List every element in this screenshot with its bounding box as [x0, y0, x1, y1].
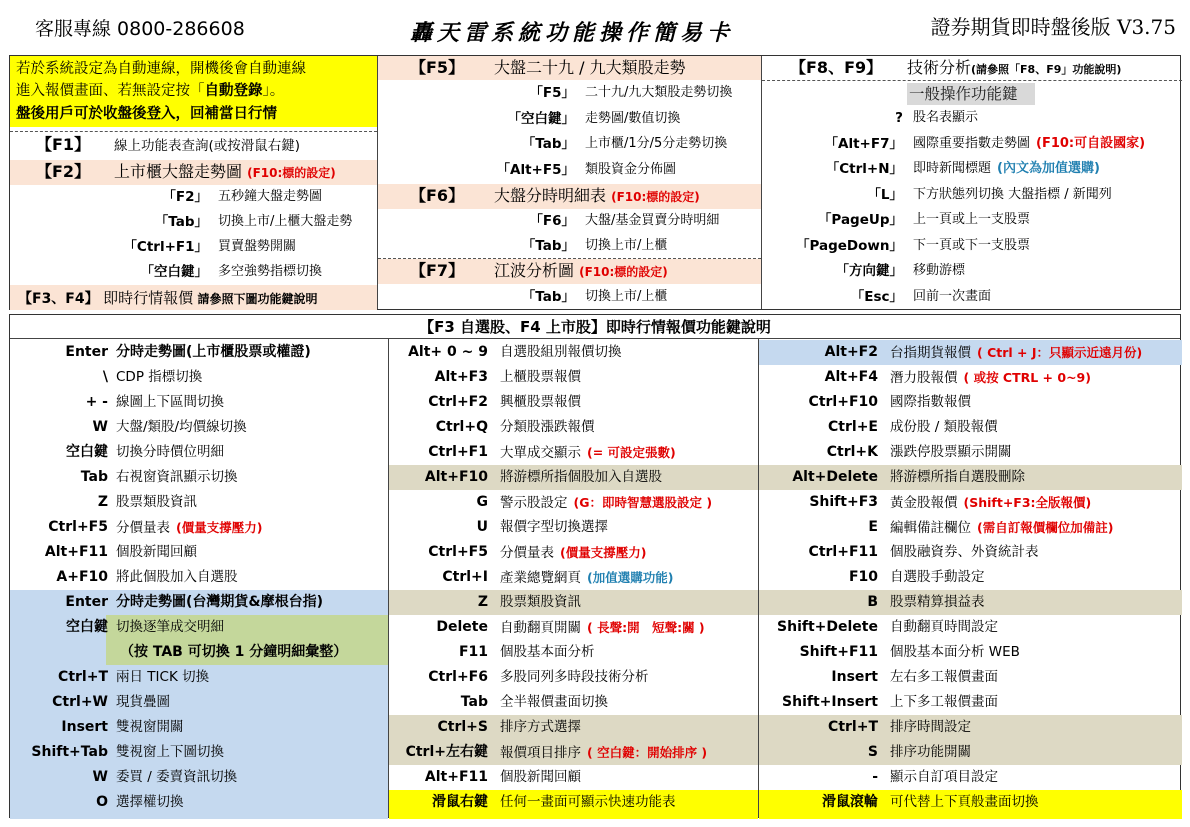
f2-key: 【F2】: [36, 162, 91, 181]
shortcut-description: [890, 715, 971, 740]
shortcut-key: Shift+Delete: [777, 619, 878, 635]
shortcut-description: [218, 235, 296, 259]
shortcut-key: 「方向鍵」: [835, 263, 903, 279]
shortcut-key: 「Esc」: [850, 288, 903, 305]
shortcut-description-text: 上下多工報價畫面: [890, 694, 998, 710]
f6-title: 大盤分時明細表 (F10:標的設定): [494, 186, 700, 205]
shortcut-description: [890, 515, 1113, 540]
page-title: 轟天雷系統功能操作簡易卡: [410, 20, 735, 46]
general-keys-heading: 一般操作功能鍵: [909, 85, 1018, 103]
f7-key: 【F7】: [410, 261, 465, 280]
shortcut-description: [500, 540, 646, 565]
shortcut-description-text: 自選股手動設定: [890, 569, 985, 585]
shortcut-description: [890, 640, 1020, 665]
shortcut-note: (需自訂報價欄位加備註): [977, 520, 1114, 535]
shortcut-description-text: 切換上市/上櫃大盤走勢: [218, 214, 353, 229]
shortcut-description: [116, 465, 238, 490]
shortcut-key: Tab: [80, 469, 108, 485]
shortcut-key: Alt+F10: [424, 469, 488, 485]
shortcut-description: [500, 590, 581, 615]
shortcut-description-text: 個股新聞回顧: [116, 544, 197, 560]
shortcut-key: E: [868, 519, 878, 535]
f6-key: 【F6】: [410, 186, 465, 205]
shortcut-key: Tab: [460, 694, 488, 710]
shortcut-key: 「Alt+F7」: [824, 135, 903, 152]
shortcut-description: [116, 590, 323, 615]
shortcut-description: [116, 490, 197, 515]
shortcut-key: Insert: [61, 719, 108, 735]
shortcut-description-text: 即時新聞標題: [913, 161, 992, 176]
separator: [762, 80, 1182, 81]
shortcut-description-text: 多股同列多時段技術分析: [500, 669, 649, 685]
shortcut-description-text: 將游標所指個股加入自選股: [500, 469, 662, 485]
shortcut-description: [913, 183, 1112, 207]
shortcut-description: [890, 465, 1025, 490]
shortcut-key: 「F2」: [162, 189, 208, 205]
shortcut-description-text: 下一頁或下一支股票: [913, 237, 1031, 253]
shortcut-key: Ctrl+F10: [808, 394, 878, 410]
shortcut-key: 「F6」: [529, 213, 575, 229]
shortcut-key: Ctrl+W: [52, 694, 108, 710]
shortcut-description: [116, 365, 202, 390]
shortcut-key: Ctrl+左右鍵: [405, 744, 488, 760]
shortcut-description-text: 台指期貨報價: [890, 345, 971, 361]
shortcut-key: 「Tab」: [521, 238, 575, 254]
shortcut-description-text: 自動翻頁開關: [500, 620, 581, 636]
shortcut-description: [585, 132, 727, 156]
shortcut-description: [890, 565, 985, 590]
shortcut-description-text: 切換上市/上櫃: [585, 289, 668, 304]
shortcut-key: Ctrl+E: [828, 419, 878, 435]
shortcut-key: Z: [477, 594, 488, 610]
shortcut-description-text: 將游標所指自選股刪除: [890, 469, 1025, 485]
shortcut-description: [500, 665, 649, 690]
shortcut-key: 「Ctrl+N」: [825, 161, 903, 177]
shortcut-description-text: 股票精算損益表: [890, 594, 985, 610]
shortcut-description-text: 自選股組別報價切換: [500, 344, 622, 360]
shortcut-key: Alt+F11: [424, 769, 488, 785]
tick-summary-note: （按 TAB 可切換 1 分鐘明細彙整）: [120, 644, 348, 660]
shortcut-note: (內文為加值選購): [997, 161, 1100, 176]
shortcut-key: 空白鍵: [66, 619, 108, 635]
shortcut-key: Ctrl+F5: [428, 544, 488, 560]
shortcut-description-text: 買賣盤勢開關: [218, 239, 297, 254]
separator: [10, 131, 377, 132]
shortcut-description: [218, 210, 352, 234]
shortcut-description: [890, 415, 998, 440]
shortcut-note: (加值選購功能): [587, 570, 674, 585]
shortcut-key: 滑鼠滾輪: [822, 794, 878, 810]
shortcut-key: 滑鼠右鍵: [432, 794, 488, 810]
shortcut-description: [500, 790, 676, 815]
f5-key: 【F5】: [410, 58, 465, 77]
shortcut-key: Alt+Delete: [792, 469, 878, 485]
shortcut-description-text: 切換逐筆成交明細: [116, 619, 224, 635]
shortcut-key: F11: [458, 644, 488, 660]
f1-section: 【F1】: [36, 135, 91, 154]
shortcut-key: 「Tab」: [154, 214, 208, 230]
shortcut-key: Ctrl+T: [58, 669, 108, 685]
shortcut-description-text: 走勢圖/數值切換: [585, 110, 681, 126]
intro-line1: 若於系統設定為自動連線，開機後會自動連線: [16, 61, 306, 77]
shortcut-description: [500, 565, 673, 590]
shortcut-description-text: 類股資金分佈圖: [585, 161, 677, 177]
shortcut-key: Ctrl+T: [828, 719, 878, 735]
shortcut-description-text: 切換分時價位明細: [116, 444, 224, 460]
shortcut-description-text: 股票類股資訊: [500, 594, 581, 610]
shortcut-key: Shift+F11: [799, 644, 878, 660]
shortcut-description-text: 大盤/類股/均價線切換: [116, 419, 247, 435]
shortcut-description-text: 個股基本面分析: [500, 644, 595, 660]
shortcut-description: [585, 234, 667, 258]
shortcut-key: 「L」: [867, 186, 903, 203]
shortcut-key: 「空白鍵」: [507, 110, 575, 127]
shortcut-description: [500, 490, 712, 515]
shortcut-description: [500, 440, 676, 465]
shortcut-key: S: [867, 744, 878, 760]
shortcut-description: [500, 715, 581, 740]
shortcut-description: [116, 415, 247, 440]
shortcut-description: [500, 615, 705, 640]
shortcut-key: Enter: [65, 594, 108, 610]
shortcut-description-text: 切換上市/上櫃: [585, 238, 668, 253]
shortcut-description: [116, 715, 184, 740]
shortcut-key: Alt+ 0 ~ 9: [408, 344, 488, 360]
shortcut-description: [500, 740, 707, 765]
shortcut-description-text: 個股新聞回顧: [500, 769, 581, 785]
shortcut-note: (價量支撐壓力): [176, 520, 263, 535]
shortcut-description-text: 編輯備註欄位: [890, 520, 971, 536]
shortcut-key: Shift+Insert: [782, 694, 878, 710]
shortcut-key: W: [92, 769, 108, 785]
shortcut-key: Ctrl+F1: [428, 444, 488, 460]
shortcut-note: ( 空白鍵：開始排序 ): [587, 745, 708, 760]
shortcut-note: ( 或按 CTRL + 0~9): [963, 370, 1091, 385]
shortcut-description: [913, 208, 1030, 232]
column-divider: [761, 56, 762, 309]
shortcut-description-text: 現貨疊圖: [116, 694, 170, 710]
shortcut-description: [116, 565, 238, 590]
shortcut-description-text: 報價字型切換選擇: [500, 519, 608, 535]
bottom-title: 【F3 自選股、F4 上市股】即時行情報價功能鍵說明: [10, 315, 1180, 339]
shortcut-key: Alt+F3: [434, 369, 488, 385]
shortcut-key: \: [102, 369, 108, 385]
shortcut-key: G: [476, 494, 488, 510]
intro-line3: 盤後用戶可於收盤後登入，回補當日行情: [16, 106, 277, 122]
f2-title: 上市櫃大盤走勢圖 (F10:標的設定): [114, 162, 336, 181]
shortcut-key: Ctrl+F2: [428, 394, 488, 410]
shortcut-description-text: 警示股設定: [500, 495, 568, 511]
shortcut-description-text: 排序功能開關: [890, 744, 971, 760]
shortcut-description: [116, 515, 262, 540]
shortcut-description-text: 將此個股加入自選股: [116, 569, 238, 585]
shortcut-description: [116, 690, 170, 715]
shortcut-description: [500, 515, 608, 540]
hotline-text: 客服專線 0800-286608: [35, 18, 245, 40]
shortcut-description: [500, 415, 595, 440]
shortcut-description-text: 國際重要指數走勢圖: [913, 135, 1031, 151]
shortcut-description: [890, 690, 998, 715]
shortcut-description-text: 大單成交顯示: [500, 445, 581, 461]
shortcut-description: [500, 640, 595, 665]
shortcut-description: [585, 209, 719, 233]
shortcut-description-text: 顯示自訂項目設定: [890, 769, 998, 785]
shortcut-key: Alt+F11: [44, 544, 108, 560]
shortcut-key: + -: [85, 394, 108, 410]
shortcut-description-text: CDP 指標切換: [116, 369, 203, 385]
shortcut-description-text: 五秒鐘大盤走勢圖: [218, 189, 323, 204]
shortcut-description-text: 上市櫃/1分/5分走勢切換: [585, 136, 728, 151]
shortcut-description: [890, 540, 1039, 565]
shortcut-description-text: 左右多工報價畫面: [890, 669, 998, 685]
f7-title: 江波分析圖 (F10:標的設定): [494, 261, 668, 280]
shortcut-key: Ctrl+F6: [428, 669, 488, 685]
shortcut-note: (Shift+F3:全版報價): [963, 495, 1092, 510]
f89-key: 【F8、F9】: [790, 58, 883, 77]
shortcut-note: (價量支撐壓力): [560, 545, 647, 560]
shortcut-description-text: 移動游標: [913, 263, 966, 278]
shortcut-description: [116, 440, 224, 465]
shortcut-description: [116, 765, 237, 790]
shortcut-description-text: 委買 / 委賣資訊切換: [116, 769, 238, 785]
shortcut-key: Enter: [65, 344, 108, 360]
shortcut-key: Insert: [831, 669, 878, 685]
version-label: 證券期貨即時盤後版 V3.75: [930, 15, 1176, 39]
shortcut-key: B: [867, 594, 878, 610]
shortcut-description: [218, 260, 322, 284]
shortcut-description-text: 排序時間設定: [890, 719, 971, 735]
shortcut-key: 「Ctrl+F1」: [123, 239, 208, 255]
shortcut-description-text: 上一頁或上一支股票: [913, 212, 1031, 227]
shortcut-key: Ctrl+F5: [48, 519, 108, 535]
shortcut-description-text: 任何一畫面可顯示快速功能表: [500, 794, 676, 810]
shortcut-description-text: 上櫃股票報價: [500, 369, 581, 385]
shortcut-key: 空白鍵: [66, 444, 108, 460]
shortcut-description: [890, 590, 985, 615]
shortcut-description-text: 分價量表: [116, 520, 170, 536]
f5-title: 大盤二十九 / 九大類股走勢: [494, 58, 686, 77]
shortcut-key: A+F10: [56, 569, 108, 585]
shortcut-key: Shift+F3: [809, 494, 878, 510]
shortcut-description-text: 黃金股報價: [890, 495, 958, 511]
shortcut-description-text: 回前一次畫面: [913, 288, 992, 304]
shortcut-key: Ctrl+I: [442, 569, 488, 585]
shortcut-description-text: 分時走勢圖(上市櫃股票或權證): [116, 344, 311, 360]
shortcut-key: 「PageDown」: [795, 237, 903, 254]
shortcut-note: (F10:可自設國家): [1036, 135, 1146, 151]
f34-section: 【F3、F4】 即時行情報價 請參照下圖功能鍵說明: [18, 289, 318, 307]
shortcut-key: 「PageUp」: [817, 212, 903, 228]
shortcut-description-text: 兩日 TICK 切換: [116, 669, 210, 685]
shortcut-key: 「Tab」: [521, 289, 575, 305]
shortcut-description-text: 產業總覽網頁: [500, 570, 581, 586]
shortcut-key: Z: [97, 494, 108, 510]
shortcut-description: [500, 765, 581, 790]
column-divider: [377, 56, 378, 309]
shortcut-description: [913, 132, 1145, 156]
shortcut-key: -: [872, 769, 878, 785]
shortcut-description: [890, 340, 1142, 365]
shortcut-description: [890, 765, 998, 790]
shortcut-description: [890, 790, 1039, 815]
shortcut-description-text: 排序方式選擇: [500, 719, 581, 735]
shortcut-description-text: 股票類股資訊: [116, 494, 197, 510]
shortcut-key: Shift+Tab: [31, 744, 108, 760]
f1-description: 線上功能表查詢(或按滑鼠右鍵): [114, 138, 301, 154]
shortcut-key: 「空白鍵」: [140, 264, 208, 280]
shortcut-description: [585, 285, 667, 309]
shortcut-description-text: 大盤/基金買賣分時明細: [585, 213, 720, 228]
intro-line2: 進入報價畫面、若無設定按「自動登錄」。: [16, 83, 285, 99]
shortcut-description: [500, 690, 608, 715]
shortcut-description: [500, 465, 662, 490]
shortcut-note: ( Ctrl + J：只顯示近遠月份): [977, 345, 1143, 360]
shortcut-description-text: 個股融資券、外資統計表: [890, 544, 1039, 560]
shortcut-description: [585, 158, 676, 182]
shortcut-description-text: 漲跌停股票顯示開關: [890, 444, 1012, 460]
shortcut-key: 「Alt+F5」: [496, 161, 575, 178]
shortcut-description-text: 多空強勢指標切換: [218, 264, 323, 279]
shortcut-description-text: 股名表顯示: [913, 110, 979, 125]
shortcut-description-text: 全半報價畫面切換: [500, 694, 608, 710]
shortcut-key: Alt+F2: [824, 344, 878, 360]
shortcut-description: [890, 615, 998, 640]
shortcut-description: [116, 790, 184, 815]
shortcut-description-text: 線圖上下區間切換: [116, 394, 224, 410]
shortcut-description: [116, 390, 224, 415]
shortcut-description: [890, 440, 1012, 465]
shortcut-description-text: 成份股 / 類股報價: [890, 419, 998, 435]
shortcut-key: 「F5」: [529, 85, 575, 101]
shortcut-key: Alt+F4: [824, 369, 878, 385]
shortcut-key: Ctrl+S: [437, 719, 488, 735]
bottom-panel: [9, 314, 1181, 818]
shortcut-key: Delete: [436, 619, 488, 635]
shortcut-description-text: 分價量表: [500, 545, 554, 561]
top-panel: [9, 55, 1181, 310]
shortcut-note: (G：即時智慧選股設定 ): [573, 495, 713, 510]
shortcut-description: [500, 365, 581, 390]
shortcut-key: O: [96, 794, 108, 810]
shortcut-description: [116, 540, 197, 565]
shortcut-description: [913, 106, 978, 130]
shortcut-description-text: 興櫃股票報價: [500, 394, 581, 410]
shortcut-description-text: 報價項目排序: [500, 745, 581, 761]
shortcut-key: 「Tab」: [521, 136, 575, 152]
shortcut-description-text: 可代替上下頁般畫面切換: [890, 794, 1039, 810]
shortcut-description: [116, 615, 224, 640]
shortcut-description-text: 分類股漲跌報價: [500, 419, 595, 435]
shortcut-description: [913, 157, 1100, 181]
shortcut-description: [116, 340, 311, 365]
shortcut-key: Ctrl+F11: [808, 544, 878, 560]
shortcut-note: (= 可設定張數): [587, 445, 676, 460]
shortcut-description: [913, 234, 1030, 258]
shortcut-description: [585, 107, 680, 131]
shortcut-description-text: 個股基本面分析 WEB: [890, 644, 1020, 660]
shortcut-description: [890, 390, 971, 415]
shortcut-description: [500, 390, 581, 415]
shortcut-description: [913, 285, 991, 309]
shortcut-description-text: 國際指數報價: [890, 394, 971, 410]
shortcut-description: [116, 665, 209, 690]
shortcut-key: ?: [895, 110, 903, 126]
shortcut-description-text: 下方狀態列切換 大盤指標 / 新聞列: [913, 186, 1112, 202]
shortcut-key: Ctrl+K: [826, 444, 878, 460]
shortcut-key: W: [92, 419, 108, 435]
shortcut-description: [913, 259, 965, 283]
shortcut-description-text: 分時走勢圖(台灣期貨&摩根台指): [116, 594, 324, 610]
shortcut-description-text: 右視窗資訊顯示切換: [116, 469, 238, 485]
shortcut-description: [218, 185, 322, 209]
shortcut-description: [585, 81, 732, 105]
shortcut-description: [116, 740, 224, 765]
f89-title: 技術分析(請參照「F8、F9」功能說明): [907, 58, 1122, 77]
shortcut-key: F10: [848, 569, 878, 585]
shortcut-note: ( 長聲:開 短聲:關 ): [587, 620, 705, 635]
shortcut-description-text: 雙視窗開關: [116, 719, 184, 735]
shortcut-description-text: 潛力股報價: [890, 370, 958, 386]
shortcut-description: [890, 740, 971, 765]
shortcut-description-text: 自動翻頁時間設定: [890, 619, 998, 635]
shortcut-description: [890, 490, 1091, 515]
shortcut-description-text: 二十九/九大類股走勢切換: [585, 85, 733, 100]
shortcut-description: [890, 365, 1091, 390]
shortcut-description-text: 選擇權切換: [116, 794, 184, 810]
shortcut-key: Ctrl+Q: [435, 419, 488, 435]
shortcut-key: U: [476, 519, 488, 535]
shortcut-description: [500, 340, 622, 365]
shortcut-description-text: 雙視窗上下圖切換: [116, 744, 224, 760]
shortcut-description: [890, 665, 998, 690]
